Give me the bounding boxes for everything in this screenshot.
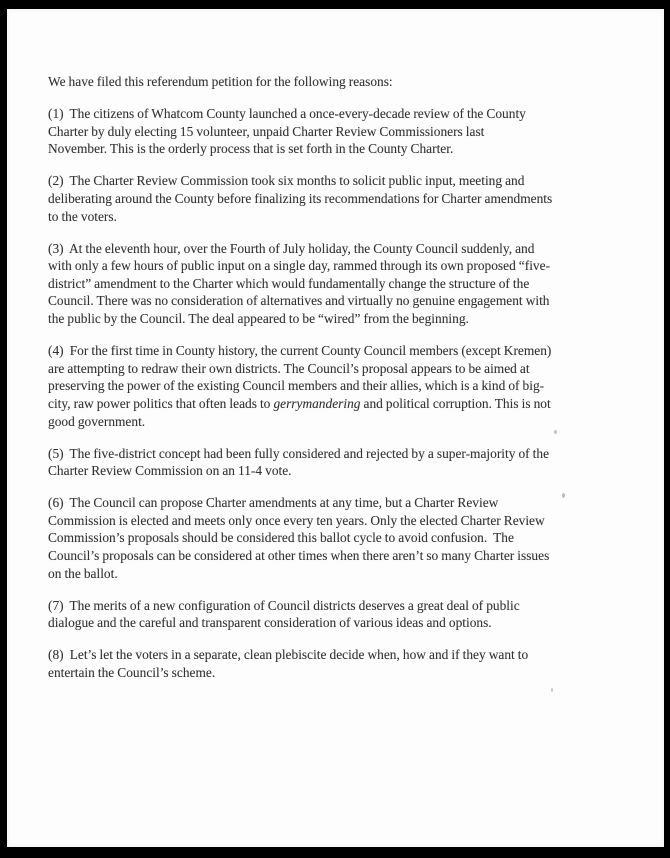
text-line: with only a few hours of public input on a single day, rammed through its own proposed “five- <box>48 258 551 274</box>
text-line: deliberating around the County before finalizing its recommendations for Charter amendments <box>48 190 553 206</box>
document-body <box>48 73 634 696</box>
text-line: dialogue and the careful and transparent consideration of various ideas and options. <box>48 615 492 631</box>
text-line: the public by the Council. The deal appeared to be “wired” from the beginning. <box>48 311 469 327</box>
numbered-paragraph <box>48 172 634 225</box>
numbered-paragraph <box>48 445 634 480</box>
text-line: (5) The five-district concept had been fully considered and rejected by a super-majority of the <box>48 445 550 461</box>
text-line: good government. <box>48 413 146 429</box>
text-line: (4) For the first time in County history, the current County Council members (except Kremen) <box>48 343 552 359</box>
text-line: Charter Review Commission on an 11-4 vote. <box>48 463 292 479</box>
text-line: to the voters. <box>48 208 117 224</box>
intro-text: We have filed this referendum petition for the following reasons: <box>48 74 393 89</box>
numbered-paragraph <box>48 342 634 430</box>
text-line: November. This is the orderly process that is set forth in the County Charter. <box>48 141 454 157</box>
intro-paragraph <box>48 73 634 91</box>
text-line: Charter by duly electing 15 volunteer, unpaid Charter Review Commissioners last <box>48 123 485 139</box>
text-line: (8) Let’s let the voters in a separate, clean plebiscite decide when, how and if they want to <box>48 647 529 663</box>
text-line: (7) The merits of a new configuration of Council districts deserves a great deal of public <box>48 597 520 613</box>
text-line: (6) The Council can propose Charter amendments at any time, but a Charter Review <box>48 495 499 511</box>
numbered-paragraph <box>48 646 634 681</box>
text-line: Council’s proposals can be considered at other times when there aren’t so many Charter issues <box>48 548 550 564</box>
document-paper <box>7 9 664 847</box>
text-line: district” amendment to the Charter which would fundamentally change the structure of the <box>48 275 530 291</box>
text-line: preserving the power of the existing Council members and their allies, which is a kind of big- <box>48 378 545 394</box>
numbered-paragraph <box>48 240 634 328</box>
text-line: (1) The citizens of Whatcom County launched a once-every-decade review of the County <box>48 106 526 122</box>
scan-speck <box>562 493 565 498</box>
text-line: (3) At the eleventh hour, over the Fourth of July holiday, the County Council suddenly, and <box>48 240 535 256</box>
numbered-paragraph <box>48 597 634 632</box>
text-line: Council. There was no consideration of alternatives and virtually no genuine engagement with <box>48 293 550 309</box>
numbered-paragraph <box>48 494 634 582</box>
scan-speck <box>551 688 553 692</box>
text-line: (2) The Charter Review Commission took six months to solicit public input, meeting and <box>48 173 525 189</box>
text-line: on the ballot. <box>48 565 118 581</box>
text-line: entertain the Council’s scheme. <box>48 665 216 681</box>
scan-speck <box>554 430 557 434</box>
text-line: city, raw power politics that often leads to gerrymandering and political corruption. This is not <box>48 395 551 411</box>
text-line: are attempting to redraw their own districts. The Council’s proposal appears to be aimed at <box>48 360 530 376</box>
text-line: Commission is elected and meets only once every ten years. Only the elected Charter Review <box>48 512 545 528</box>
numbered-paragraph <box>48 105 634 158</box>
text-line: Commission’s proposals should be considered this ballot cycle to avoid confusion. The <box>48 530 514 546</box>
